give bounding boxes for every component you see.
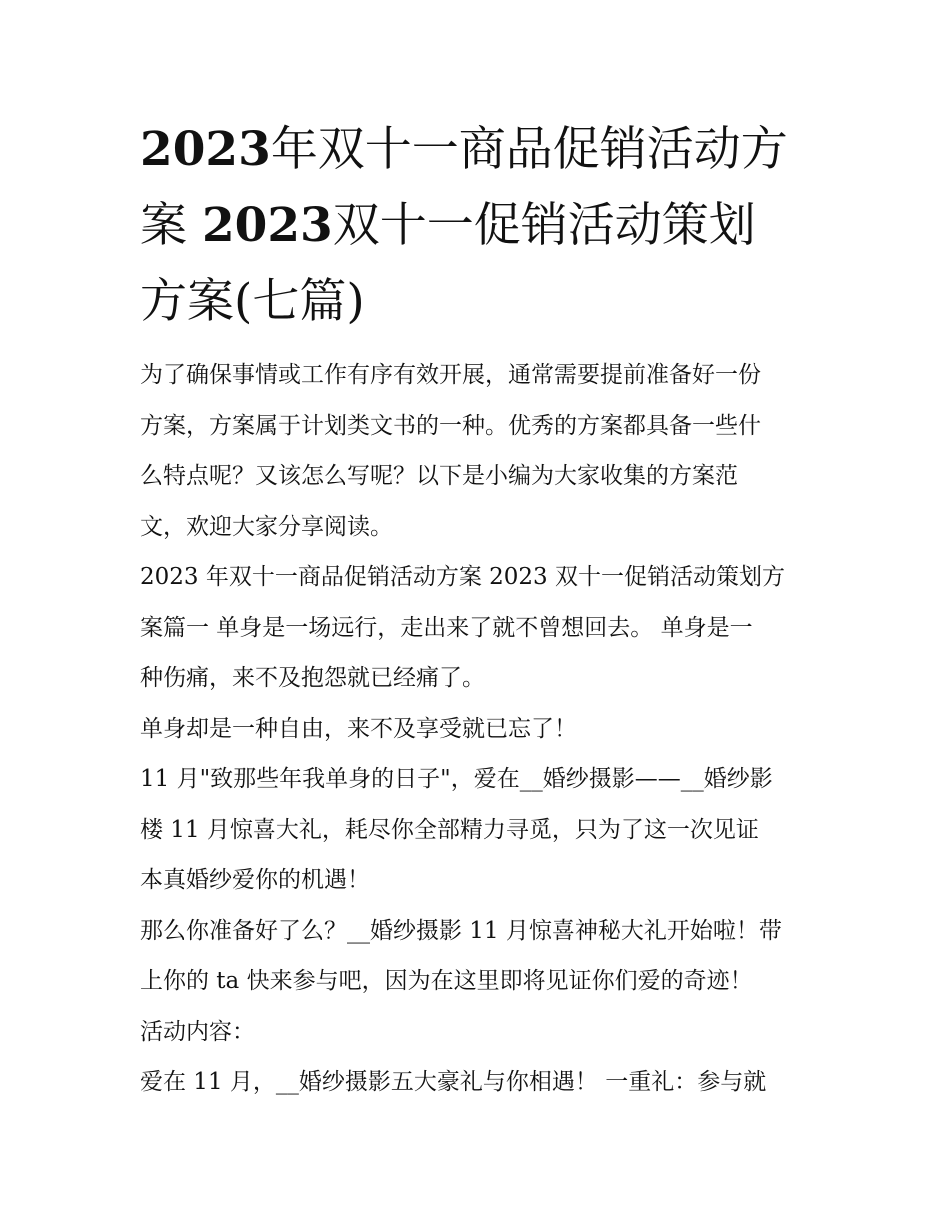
- paragraph-freedom: [140, 704, 812, 755]
- paragraph-november: [140, 754, 812, 906]
- text-line: 活动内容：: [140, 1018, 255, 1045]
- title-text: 案: [140, 198, 202, 253]
- title-text: 方案(七篇): [140, 274, 365, 329]
- document-content: [140, 112, 812, 1108]
- document-title: [140, 112, 812, 340]
- text-line: 案篇一 单身是一场远行，走出来了就不曾想回去。 单身是一: [140, 614, 753, 641]
- paragraph-gifts: [140, 1057, 812, 1108]
- title-line-2: [140, 188, 812, 264]
- text-line: 单身却是一种自由，来不及享受就已忘了！: [140, 715, 577, 742]
- paragraph-intro: [140, 350, 812, 552]
- text-line: 11 月"致那些年我单身的日子"，爱在__婚纱摄影——__婚纱影: [140, 766, 773, 792]
- paragraph-ready: [140, 906, 812, 1007]
- text-line: 文，欢迎大家分享阅读。: [140, 513, 393, 540]
- title-line-1: [140, 112, 812, 188]
- title-text: 年双十一商品促销活动方: [270, 122, 788, 177]
- document-body: [140, 350, 812, 1108]
- text-line: 方案，方案属于计划类文书的一种。优秀的方案都具备一些什: [140, 412, 761, 439]
- paragraph-activity-heading: [140, 1007, 812, 1058]
- title-year: 2023: [140, 122, 271, 177]
- title-text: 双十一促销活动策划: [332, 198, 756, 253]
- text-line: 那么你准备好了么？__婚纱摄影 11 月惊喜神秘大礼开始啦！带: [140, 917, 782, 944]
- text-line: 2023 年双十一商品促销活动方案 2023 双十一促销活动策划方: [140, 564, 785, 590]
- text-line: 种伤痛，来不及抱怨就已经痛了。: [140, 665, 485, 691]
- title-year: 2023: [201, 198, 333, 253]
- text-line: 上你的 ta 快来参与吧，因为在这里即将见证你们爱的奇迹！: [140, 968, 753, 994]
- text-line: 本真婚纱爱你的机遇！: [140, 867, 370, 893]
- text-line: 么特点呢？又该怎么写呢？以下是小编为大家收集的方案范: [140, 463, 738, 489]
- text-line: 楼 11 月惊喜大礼，耗尽你全部精力寻觅，只为了这一次见证: [140, 816, 759, 843]
- text-line: 为了确保事情或工作有序有效开展，通常需要提前准备好一份: [140, 362, 761, 388]
- paragraph-section-one: [140, 552, 812, 704]
- text-line: 爱在 11 月，__婚纱摄影五大豪礼与你相遇！ 一重礼：参与就: [140, 1069, 767, 1095]
- title-line-3: [140, 264, 812, 340]
